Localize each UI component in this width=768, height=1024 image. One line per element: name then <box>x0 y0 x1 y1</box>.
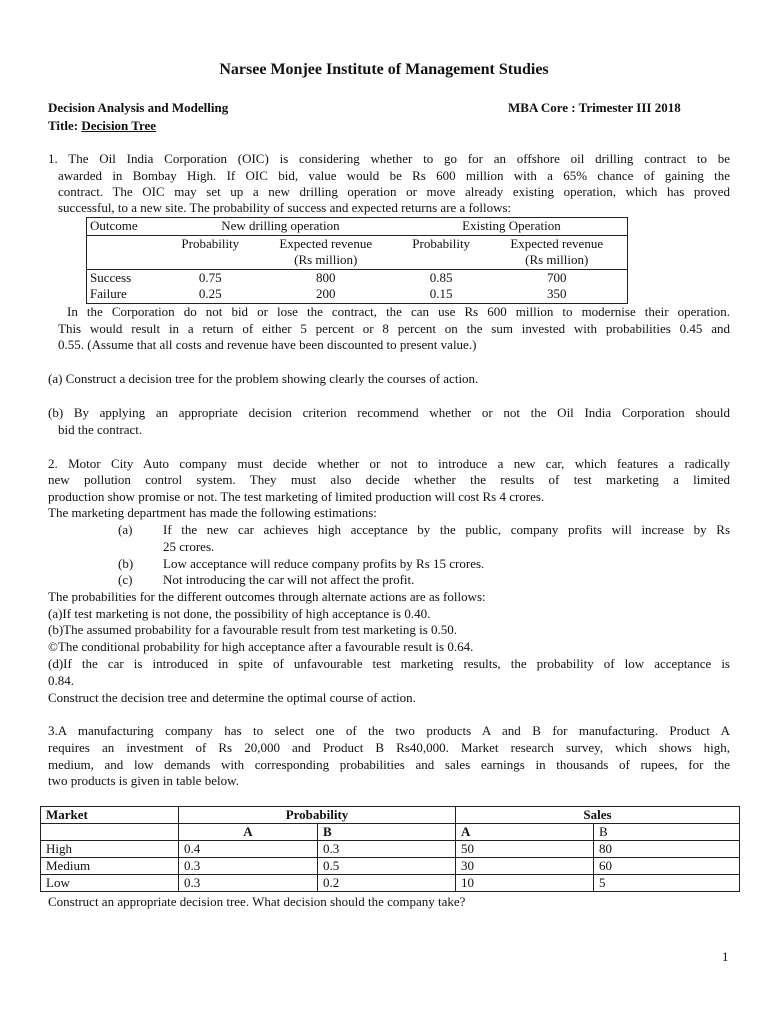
q3-line-3: medium, and low demands with corresponding probabilities and sales earnings in thousands of rupees, for the <box>48 757 730 772</box>
table-row: Success 0.75 800 0.85 700 <box>90 269 567 285</box>
title-value: Decision Tree <box>81 118 157 133</box>
table-row: High 0.4 0.3 50 80 <box>41 841 740 858</box>
q1-th-new: New drilling operation <box>165 218 396 236</box>
q2-line-1: 2. Motor City Auto company must decide whether or not to introduce a new car, which features a radically <box>48 456 730 471</box>
q2-est-b-line1: Low acceptance will reduce company profits by Rs 15 crores. <box>163 556 485 571</box>
q2-line-2: new pollution control system. They must also decide whether the results of test marketing a limited <box>48 472 730 487</box>
q1-th-existing: Existing Operation <box>396 218 628 236</box>
q3-th-sales: Sales <box>456 807 740 824</box>
q2-estimations-intro: The marketing department has made the following estimations: <box>48 505 377 520</box>
q1-table <box>86 217 628 304</box>
q2-prob-d-2: 0.84. <box>48 673 74 688</box>
q3-line-2: requires an investment of Rs 20,000 and Product B Rs40,000. Market research survey, which shows high, <box>48 740 730 755</box>
q1-th-ex-rev: Expected revenue (Rs million) <box>486 235 627 269</box>
q2-est-b-label: (b) <box>118 556 134 571</box>
q1-part-b-1: (b) By applying an appropriate decision criterion recommend whether or not the Oil India Corporation should <box>48 405 730 420</box>
q1-part-a: (a) Construct a decision tree for the problem showing clearly the courses of action. <box>48 371 479 386</box>
q2-prob-d-1: (d)If the car is introduced in spite of unfavourable test marketing results, the probability of low acceptance is <box>48 656 730 671</box>
q1-th-ex-prob: Probability <box>396 235 487 269</box>
q3-th-probability: Probability <box>179 807 456 824</box>
q3-th-sales-a: A <box>456 824 594 841</box>
institute-title: Narsee Monjee Institute of Management Studies <box>219 61 549 78</box>
q1-line-4: successful, to a new site. The probability of success and expected returns are a follows: <box>58 200 512 215</box>
q1-after-1: In the Corporation do not bid or lose the contract, the can use Rs 600 million to modernise their operation. <box>58 304 730 319</box>
q3-line-1: 3.A manufacturing company has to select one of the two products A and B for manufacturing. Product A <box>48 723 730 738</box>
table-row: Medium 0.3 0.5 30 60 <box>41 858 740 875</box>
course-name: Decision Analysis and Modelling <box>48 100 229 115</box>
q2-prob-b: (b)The assumed probability for a favourable result from test marketing is 0.50. <box>48 622 458 637</box>
q2-est-a-line2: 25 crores. <box>163 539 215 554</box>
q3-line-4: two products is given in table below. <box>48 773 239 788</box>
q2-prob-a: (a)If test marketing is not done, the possibility of high acceptance is 0.40. <box>48 606 431 621</box>
table-row: Low 0.3 0.2 10 5 <box>41 875 740 892</box>
q3-th-prob-b: B <box>318 824 456 841</box>
q1-line-3: contract. The OIC may set up a new drilling operation or move already existing operation, which has proved <box>58 184 730 199</box>
title-line <box>48 118 156 134</box>
q2-line-3: production show promise or not. The test marketing of limited production will cost Rs 4 crores. <box>48 489 545 504</box>
q1-th-outcome: Outcome <box>87 218 166 236</box>
q1-after-2: This would result in a return of either 5 percent or 8 percent on the sum invested with probabilities 0.45 and <box>58 321 730 336</box>
program-name: MBA Core : Trimester III 2018 <box>508 100 681 115</box>
q2-est-a-label: (a) <box>118 522 133 537</box>
q2-prob-intro: The probabilities for the different outcomes through alternate actions are as follows: <box>48 589 486 604</box>
q3-th-market: Market <box>41 807 179 824</box>
q1-line-2: awarded in Bombay High. If OIC bid, value would be Rs 600 million with a 65% chance of gaining the <box>58 168 730 183</box>
page-number: 1 <box>722 949 729 964</box>
table-row: Failure 0.25 200 0.15 350 <box>90 286 567 301</box>
q1-th-new-rev: Expected revenue (Rs million) <box>256 235 396 269</box>
q3-closing: Construct an appropriate decision tree. What decision should the company take? <box>48 894 466 909</box>
q2-est-c-line1: Not introducing the car will not affect the profit. <box>163 572 415 587</box>
q1-line-1: 1. The Oil India Corporation (OIC) is considering whether to go for an offshore oil drilling contract to be <box>48 151 730 166</box>
q1-th-new-prob: Probability <box>165 235 256 269</box>
q1-part-b-2: bid the contract. <box>58 422 143 437</box>
q2-prob-c: ©The conditional probability for high acceptance after a favourable result is 0.64. <box>48 639 474 654</box>
q2-closing: Construct the decision tree and determine the optimal course of action. <box>48 690 416 705</box>
q3-table <box>40 806 740 892</box>
q2-est-a-line1: If the new car achieves high acceptance by the public, company profits will increase by Rs <box>163 522 730 537</box>
q2-est-c-label: (c) <box>118 572 133 587</box>
q1-after-3: 0.55. (Assume that all costs and revenue have been discounted to present value.) <box>58 337 477 352</box>
q3-th-prob-a: A <box>179 824 318 841</box>
q3-th-sales-b: B <box>594 824 740 841</box>
title-label: Title: <box>48 118 79 133</box>
